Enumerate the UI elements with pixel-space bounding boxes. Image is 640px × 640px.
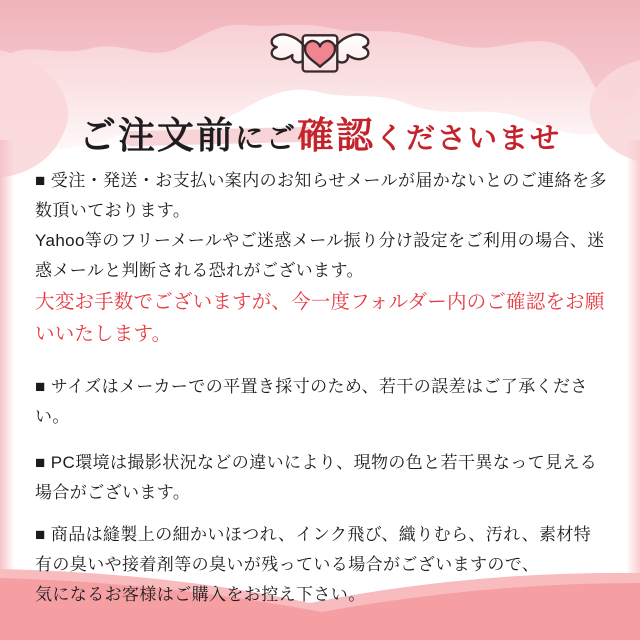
notice-size-line: ■ サイズはメーカーでの平置き採寸のため、若干の誤差はご了承ください。 bbox=[35, 377, 588, 426]
left-wing-icon bbox=[272, 35, 307, 63]
notice-quality bbox=[35, 520, 608, 610]
title-black-large: ご注文前 bbox=[78, 115, 235, 157]
notice-mail bbox=[35, 166, 608, 350]
notice-mail-red-warning: 大変お手数でございますが、今一度フォルダー内のご確認をお願いいたします。 bbox=[35, 291, 605, 345]
notice-color-line: ■ PC環境は撮影状況などの違いにより、現物の色と若干異なって見える場合がございます。 bbox=[35, 453, 598, 502]
notice-quality-line-2: 気になるお客様はご購入をお控え下さい。 bbox=[35, 585, 366, 604]
title-red-large: 確認 bbox=[297, 115, 375, 157]
notice-size bbox=[35, 372, 608, 432]
right-wing-icon bbox=[333, 35, 368, 63]
page-title bbox=[0, 111, 640, 164]
title-red-small: くださいませ bbox=[375, 123, 562, 156]
notice-mail-line-1: ■ 受注・発送・お支払い案内のお知らせメールが届かないとのご連絡を多数頂いております。 bbox=[35, 171, 607, 220]
notice-body bbox=[35, 166, 608, 610]
notice-color bbox=[35, 448, 608, 508]
notice-mail-line-2: Yahoo等のフリーメールやご迷惑メール振り分け設定をご利用の場合、迷惑メールと判断される恐れがございます。 bbox=[35, 231, 605, 280]
winged-letter-icon bbox=[261, 22, 379, 93]
notice-quality-line-1: ■ 商品は縫製上の細かいほつれ、インク飛び、織りむら、汚れ、素材特有の臭いや接着剤等の臭いが残っている場合がございますので、 bbox=[35, 525, 592, 574]
left-edge-glow bbox=[0, 140, 14, 580]
right-edge-glow bbox=[626, 140, 640, 580]
title-black-small: にご bbox=[234, 123, 297, 156]
